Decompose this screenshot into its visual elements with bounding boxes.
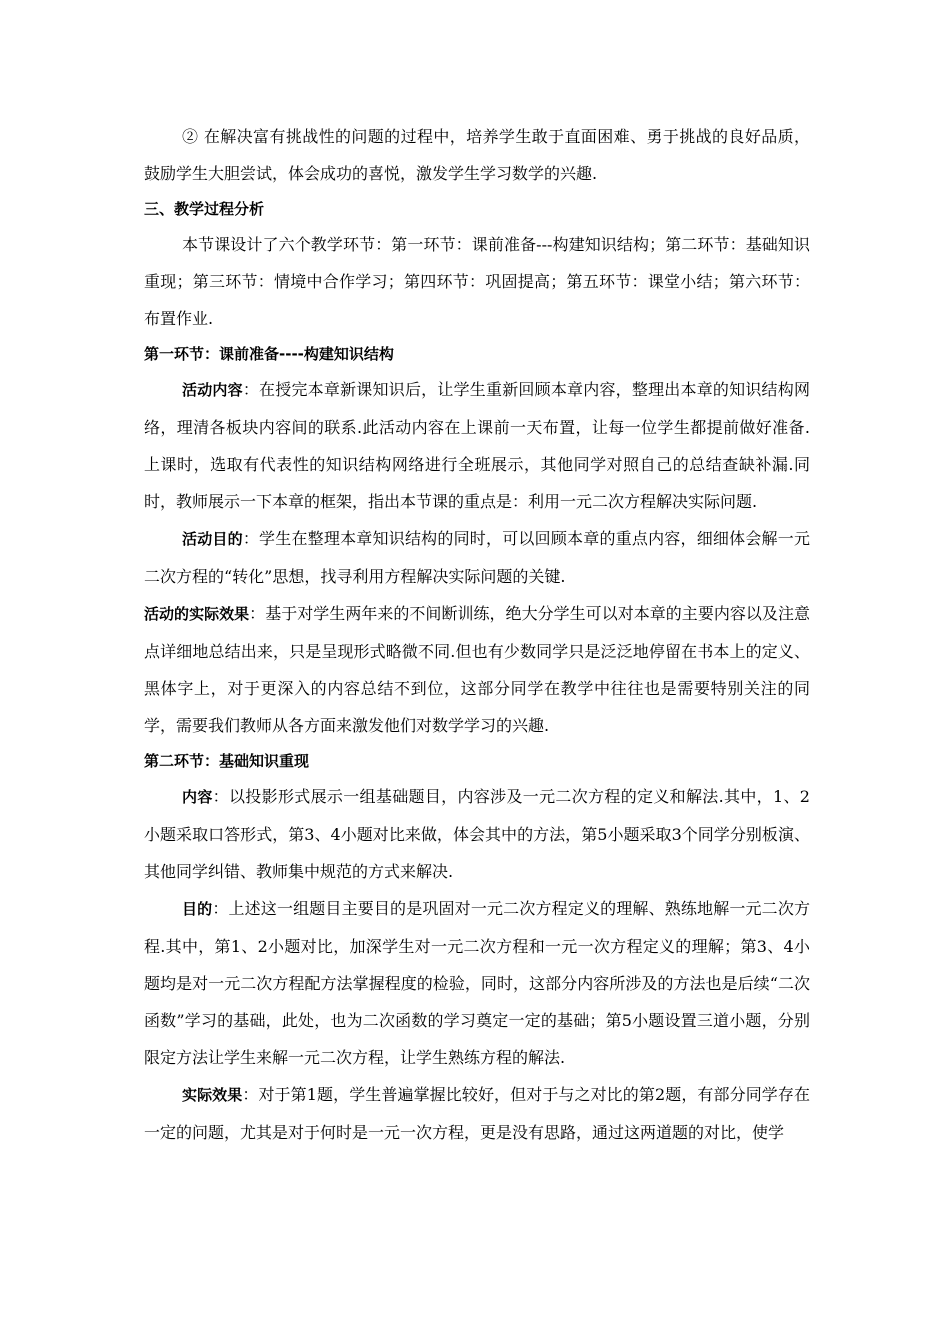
paragraph-text: ：上述这一组题目主要目的是巩固对一元二次方程定义的理解、熟练地解一元二次方程.其中，第1、2小题对比，加深学生对一元二次方程和一元一次方程定义的理解；第3、4小题均是对一元二次方程配方法掌握程度的检验，同时，这部分内容所涉及的方法也是后续“二次函数”学习的基础，此处，也为二次函数的学习奠定一定的基础；第5小题设置三道小题，分别限定方法让学生来解一元二次方程，让学生熟练方程的解法.: [144, 899, 810, 1067]
paragraph-text: 本节课设计了六个教学环节：第一环节：课前准备---构建知识结构；第二环节：基础知识重现；第三环节：情境中合作学习；第四环节：巩固提高；第五环节：课堂小结；第六环节：布置作业.: [144, 235, 810, 328]
paragraph-text: ：对于第1题，学生普遍掌握比较好，但对于与之对比的第2题，有部分同学存在一定的问题，尤其是对于何时是一元一次方程，更是没有思路，通过这两道题的对比，使学: [144, 1085, 810, 1142]
paragraph-activity-content: [144, 371, 810, 520]
paragraph-text: ：以投影形式展示一组基础题目，内容涉及一元二次方程的定义和解法.其中，1、2小题采取口答形式，第3、4小题对比来做，体会其中的方法，第5小题采取3个同学分别板演、其他同学纠错、教师集中规范的方式来解决.: [144, 787, 810, 881]
document-body: [144, 118, 810, 1151]
paragraph-overview: [144, 226, 810, 337]
paragraph-lead-label: 活动的实际效果: [144, 605, 250, 623]
paragraph-lead-label: 目的: [182, 900, 213, 918]
paragraph-lead-label: 实际效果: [182, 1086, 243, 1104]
paragraph-objective-2: [144, 118, 810, 192]
paragraph-lead-label: 活动内容: [182, 381, 243, 399]
paragraph-lead-label: 活动目的: [182, 530, 243, 548]
paragraph-text: ：学生在整理本章知识结构的同时，可以回顾本章的重点内容，细细体会解一元二次方程的“转化”思想，找寻利用方程解决实际问题的关键.: [144, 529, 810, 586]
paragraph-step2-purpose: [144, 890, 810, 1076]
paragraph-step2-effect: [144, 1076, 810, 1151]
paragraph-text: ② 在解决富有挑战性的问题的过程中，培养学生敢于直面困难、勇于挑战的良好品质，鼓励学生大胆尝试，体会成功的喜悦，激发学生学习数学的兴趣.: [144, 127, 810, 183]
section-heading-step-1: 第一环节：课前准备----构建知识结构: [144, 345, 394, 363]
section-heading-process-analysis: 三、教学过程分析: [144, 200, 265, 218]
paragraph-activity-effect: [144, 595, 810, 744]
paragraph-text: ：在授完本章新课知识后，让学生重新回顾本章内容，整理出本章的知识结构网络，理清各板块内容间的联系.此活动内容在上课前一天布置，让每一位学生都提前做好准备.上课时，选取有代表性的知识结构网络进行全班展示，其他同学对照自己的总结查缺补漏.同时，教师展示一下本章的框架，指出本节课的重点是：利用一元二次方程解决实际问题.: [144, 380, 810, 511]
paragraph-activity-purpose: [144, 520, 810, 595]
paragraph-lead-label: 内容: [182, 788, 213, 806]
paragraph-text: ：基于对学生两年来的不间断训练，绝大分学生可以对本章的主要内容以及注意点详细地总结出来，只是呈现形式略微不同.但也有少数同学只是泛泛地停留在书本上的定义、黑体字上，对于更深入的内容总结不到位，这部分同学在教学中往往也是需要特别关注的同学，需要我们教师从各方面来激发他们对数学学习的兴趣.: [144, 604, 810, 735]
paragraph-step2-content: [144, 778, 810, 890]
section-heading-step-2: 第二环节：基础知识重现: [144, 752, 310, 770]
